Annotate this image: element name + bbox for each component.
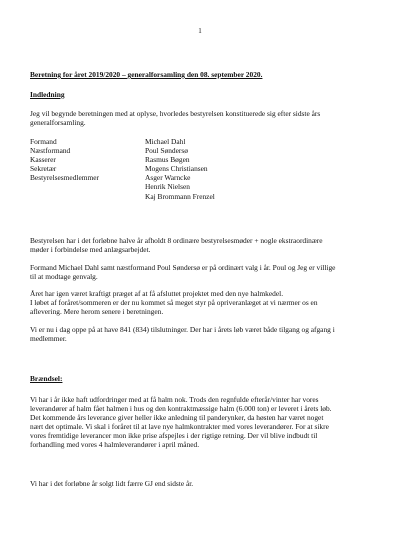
paragraph-line: Vi har i år ikke haft udfordringer med at få halm nok. Trods den regnfulde efterår/vinter har vores — [30, 395, 319, 404]
paragraph-line: nært det optimale. Vi skal i foråret til at lave nye halmkontrakter med vores leverandører. For at sikre — [30, 422, 329, 432]
board-name: Michael Dahl — [145, 137, 186, 146]
section-heading-fuel: Brændsel: — [30, 374, 63, 383]
board-row — [30, 137, 215, 146]
board-name: Kaj Brommann Frenzel — [145, 191, 215, 201]
fuel-paragraph — [30, 395, 374, 450]
board-row — [30, 192, 215, 201]
board-role: Sekretær — [30, 164, 57, 174]
paragraph-line: Vi har i det forløbne år solgt lidt færre GJ end sidste år. — [30, 479, 194, 488]
paragraph-line: Formand Michael Dahl samt næstformand Poul Søndersø er på ordinært valg i år. Poul og Jeg er villige — [30, 263, 336, 272]
board-role: Formand — [30, 137, 57, 146]
page-number: 1 — [198, 27, 202, 35]
board-name: Asger Warncke — [145, 173, 191, 183]
board-row — [30, 173, 215, 182]
paragraph-line: møder i forbindelse med anlægsarbejdet. — [30, 245, 151, 255]
board-name: Poul Søndersø — [145, 146, 188, 156]
election-paragraph — [30, 263, 374, 281]
paragraph-line: Året har igen været kraftigt præget af at få afsluttet projektet med den nye halmkedel. — [30, 289, 284, 298]
paragraph-line: leverandører af halm fået halmen i hus og den kontraktmæssige halm (6.000 ton) er leveret i årets løb. — [30, 404, 332, 414]
intro-paragraph — [30, 109, 374, 127]
connections-paragraph — [30, 325, 374, 343]
project-paragraph — [30, 289, 374, 316]
paragraph-line: til at modtage genvalg. — [30, 272, 98, 282]
board-row — [30, 155, 215, 164]
paragraph-line: forhandling med vores 4 halmleverandører i april måned. — [30, 440, 200, 450]
paragraph-line: vores fremtidige leverancer mon ikke prise afspejles i der rigtige retning. Der vil blive indbudt til — [30, 431, 318, 441]
board-role: Bestyrelsesmedlemmer — [30, 173, 99, 183]
board-name: Mogens Christiansen — [145, 164, 208, 174]
board-name: Rasmus Bøgen — [145, 155, 190, 165]
paragraph-line: generalforsamling. — [30, 118, 86, 128]
paragraph-line: I løbet af foråret/sommeren er der nu kommet så meget styr på opriveranlæget at vi nærmer os en — [30, 298, 318, 308]
gj-paragraph — [30, 479, 374, 488]
board-list — [30, 137, 215, 201]
paragraph-line: aflevering. Mere herom senere i beretningen. — [30, 307, 164, 317]
board-row — [30, 164, 215, 173]
section-heading-intro: Indledning — [30, 90, 65, 99]
paragraph-line: medlemmer. — [30, 334, 67, 344]
paragraph-line: Bestyrelsen har i det forløbne halve år afholdt 8 ordinære bestyrelsesmøder + nogle ekstraordinære — [30, 236, 323, 245]
meetings-paragraph — [30, 236, 374, 254]
board-name: Henrik Nielsen — [145, 182, 190, 192]
paragraph-line: Vi er nu i dag oppe på at have 841 (834) tilslutninger. Der har i årets løb været både tilgang og afgang i — [30, 325, 335, 334]
board-role: Næstformand — [30, 146, 71, 156]
board-row — [30, 182, 215, 191]
board-row — [30, 146, 215, 155]
paragraph-line: Det kommende års leverance giver heller ikke anledning til panderynker, da høsten har været noget — [30, 413, 324, 423]
board-role: Kasserer — [30, 155, 56, 165]
paragraph-line: Jeg vil begynde beretningen med at oplyse, hvorledes bestyrelsen konstituerede sig efter sidste års — [30, 109, 321, 118]
document-title: Beretning for året 2019/2020 – generalforsamling den 08. september 2020. — [30, 70, 263, 79]
